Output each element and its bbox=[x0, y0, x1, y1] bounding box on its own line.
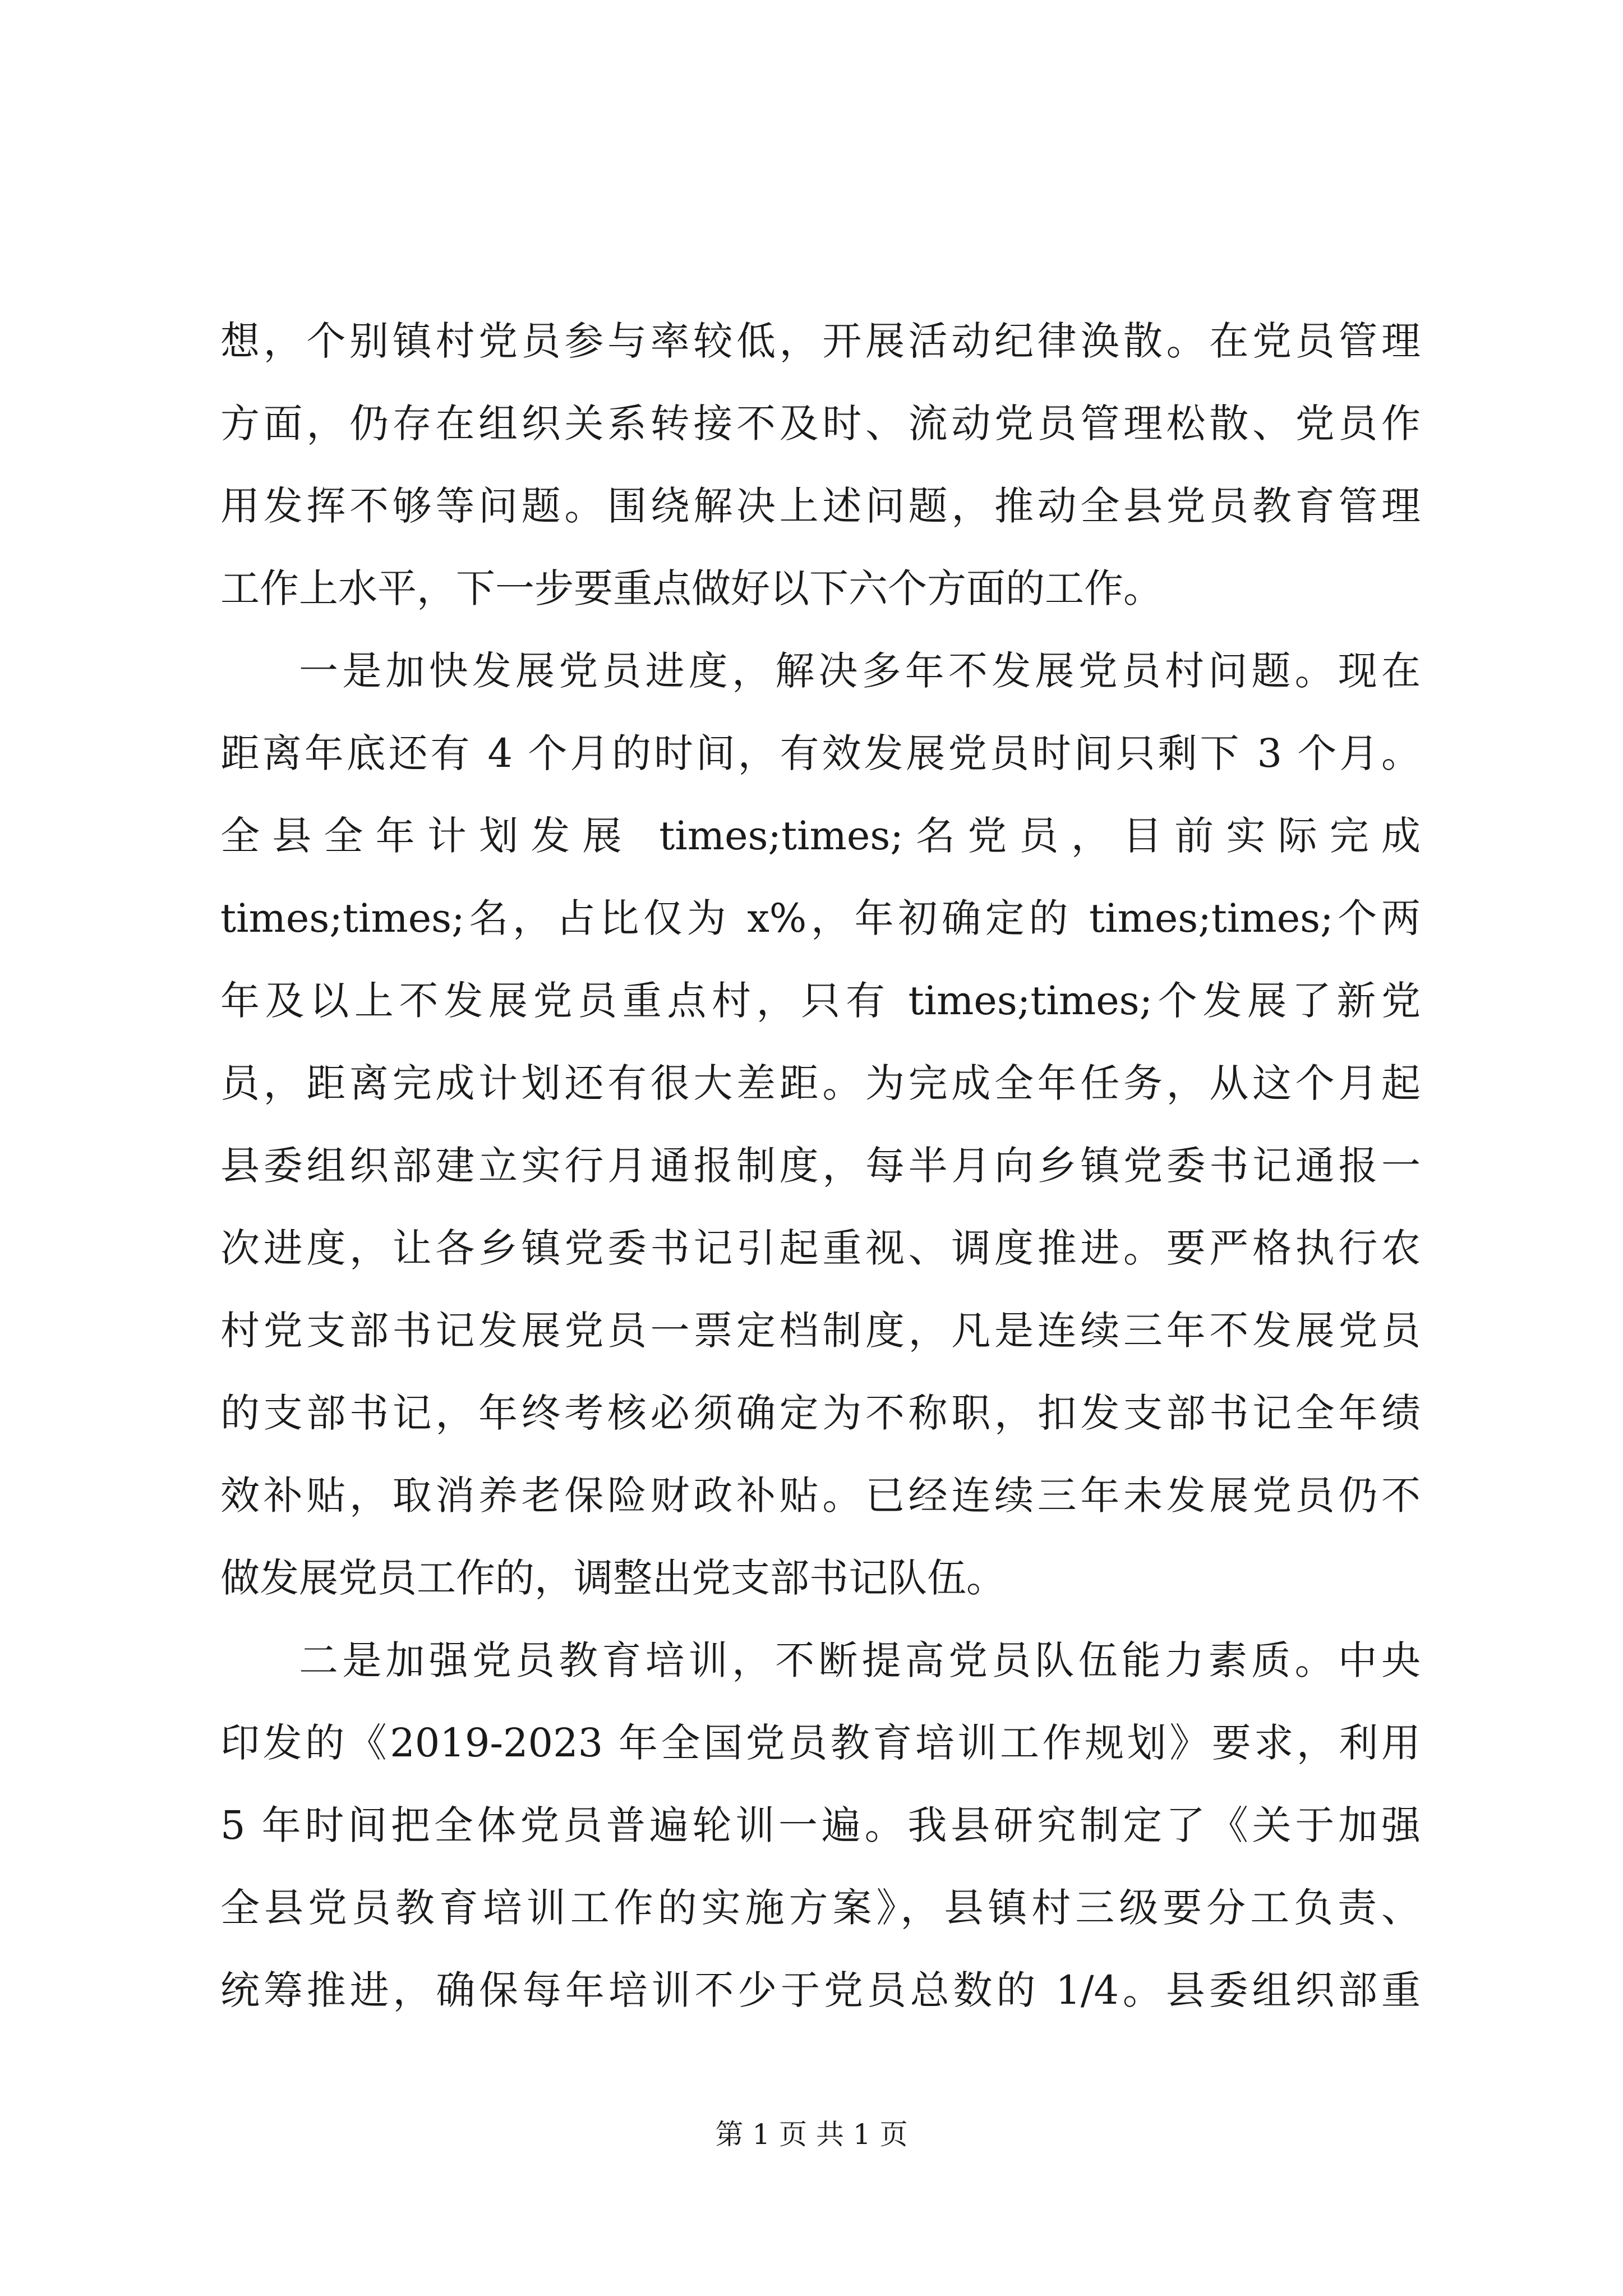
text-line-20: 全县党员教育培训工作的实施方案》，县镇村三级要分工负责、 bbox=[220, 1885, 1421, 1931]
text-line-21: 统筹推进，确保每年培训不少于党员总数的 1/4。县委组织部重 bbox=[220, 1967, 1421, 2013]
text-line-6: 距离年底还有 4 个月的时间，有效发展党员时间只剩下 3 个月。 bbox=[220, 730, 1421, 776]
text-line-12: 次进度，让各乡镇党委书记引起重视、调度推进。要严格执行农 bbox=[220, 1225, 1421, 1271]
text-line-15: 效补贴，取消养老保险财政补贴。已经连续三年未发展党员仍不 bbox=[220, 1473, 1421, 1519]
text-line-13: 村党支部书记发展党员一票定档制度，凡是连续三年不发展党员 bbox=[220, 1308, 1421, 1354]
text-line-3: 用发挥不够等问题。围绕解决上述问题，推动全县党员教育管理 bbox=[220, 483, 1421, 529]
body-text bbox=[220, 300, 1421, 2032]
text-line-8: times;times;名，占比仅为 x%，年初确定的 times;times;个两 bbox=[220, 895, 1421, 941]
text-line-19: 5 年时间把全体党员普遍轮训一遍。我县研究制定了《关于加强 bbox=[220, 1802, 1421, 1848]
text-line-7: 全县全年计划发展 times;times;名党员，目前实际完成 bbox=[220, 813, 1421, 859]
page-number-footer: 第 1 页 共 1 页 bbox=[715, 2118, 908, 2151]
paragraph-1-first-line: 一是加快发展党员进度，解决多年不发展党员村问题。现在 bbox=[299, 648, 1421, 694]
text-line-4: 工作上水平，下一步要重点做好以下六个方面的工作。 bbox=[220, 565, 1163, 611]
text-line-9: 年及以上不发展党员重点村，只有 times;times;个发展了新党 bbox=[220, 978, 1421, 1024]
text-line-18: 印发的《2019-2023 年全国党员教育培训工作规划》要求，利用 bbox=[220, 1720, 1421, 1766]
text-line-2: 方面，仍存在组织关系转接不及时、流动党员管理松散、党员作 bbox=[220, 401, 1421, 447]
text-line-11: 县委组织部建立实行月通报制度，每半月向乡镇党委书记通报一 bbox=[220, 1143, 1421, 1189]
text-line-1: 想，个别镇村党员参与率较低，开展活动纪律涣散。在党员管理 bbox=[220, 318, 1421, 364]
text-line-10: 员，距离完成计划还有很大差距。为完成全年任务，从这个月起 bbox=[220, 1060, 1421, 1106]
text-line-14: 的支部书记，年终考核必须确定为不称职，扣发支部书记全年绩 bbox=[220, 1390, 1421, 1436]
text-line-16: 做发展党员工作的，调整出党支部书记队伍。 bbox=[220, 1555, 1006, 1601]
paragraph-2-first-line: 二是加强党员教育培训，不断提高党员队伍能力素质。中央 bbox=[299, 1637, 1421, 1683]
